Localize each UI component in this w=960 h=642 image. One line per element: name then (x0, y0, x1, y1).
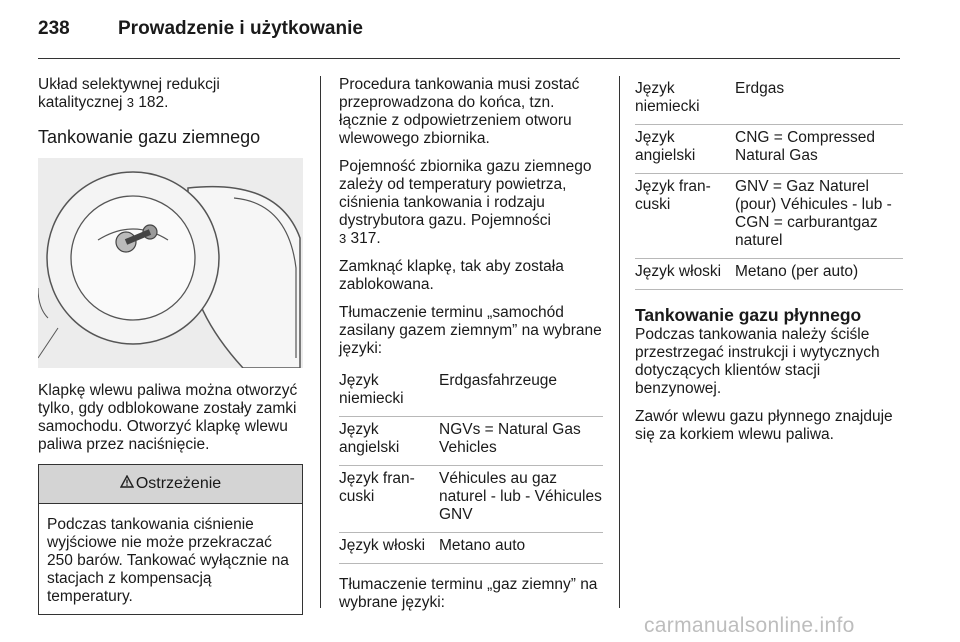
language-cell: Język niemiecki (339, 368, 439, 417)
chapter-title: Prowadzenie i użytkowanie (118, 18, 363, 39)
warning-title: Ostrzeżenie (135, 475, 222, 492)
term-cell: Erdgas (735, 76, 903, 125)
table-row (635, 76, 903, 125)
table-row (339, 533, 603, 564)
warning-body: Podczas tankowania ciśnienie wyjściowe nie może przekraczać 250 barów. Tankować wyłącznie na stacjach z kompensacją temperatury. (47, 516, 289, 605)
watermark: carmanualsonline.info (644, 614, 855, 637)
capacity-page-ref[interactable]: 317. (350, 230, 381, 247)
language-cell: Język włoski (635, 259, 735, 290)
term-cell: GNV = Gaz Naturel (pour) Véhicules - lub - CGN = carburantgaz naturel (735, 174, 903, 259)
page-number: 238 (38, 18, 70, 39)
term-cell: NGVs = Natural Gas Vehicles (439, 417, 603, 466)
table-row (339, 417, 603, 466)
section-heading-lpg: Tankowanie gazu płynnego (635, 305, 862, 325)
column-divider-1 (320, 76, 321, 608)
intro-paragraph (38, 76, 303, 112)
term-cell: CNG = Compressed Natural Gas (735, 125, 903, 174)
table-row (635, 125, 903, 174)
language-cell: Język włoski (339, 533, 439, 564)
reference-arrow-icon: 3 (126, 95, 134, 110)
gas-term-table (635, 76, 903, 290)
language-cell: Język fran-cuski (339, 466, 439, 533)
paragraph-gas-translation: Tłumaczenie terminu „gaz ziemny” na wybrane języki: (339, 576, 598, 611)
paragraph-procedure: Procedura tankowania musi zostać przeprowadzona do końca, tzn. łącznie z odpowietrzeniem otworu wlewowego zbiornika. (339, 76, 580, 147)
term-cell: Erdgasfahrzeuge (439, 368, 603, 417)
language-cell: Język angielski (339, 417, 439, 466)
reference-arrow-icon: 3 (339, 231, 347, 246)
paragraph-capacity (339, 158, 603, 248)
warning-box (38, 464, 303, 615)
fuel-filler-image (38, 158, 303, 368)
capacity-text: Pojemność zbiornika gazu ziemnego zależy od temperatury powietrza, ciśnienia tankowania i rodzaju dystrybutora gazu. Pojemności (339, 158, 592, 229)
section-heading-natural-gas: Tankowanie gazu ziemnego (38, 127, 261, 147)
term-cell: Metano (per auto) (735, 259, 903, 290)
paragraph-close-flap: Zamknąć klapkę, tak aby została zablokowana. (339, 258, 564, 293)
paragraph-lpg-instructions: Podczas tankowania należy ściśle przestrzegać instrukcji i wytycznych dotyczących klientów stacji benzynowej. (635, 326, 880, 397)
table-row (635, 259, 903, 290)
intro-text: Układ selektywnej redukcji katalitycznej (38, 76, 220, 111)
vehicle-term-table (339, 368, 603, 564)
header-rule (38, 58, 900, 59)
table-row (339, 368, 603, 417)
language-cell: Język niemiecki (635, 76, 735, 125)
column-left (38, 76, 303, 615)
language-cell: Język fran-cuski (635, 174, 735, 259)
language-cell: Język angielski (635, 125, 735, 174)
column-middle (339, 76, 603, 622)
paragraph-vehicle-translation: Tłumaczenie terminu „samochód zasilany gazem ziemnym” na wybrane języki: (339, 304, 602, 357)
paragraph-lpg-valve: Zawór wlewu gazu płynnego znajduje się za korkiem wlewu paliwa. (635, 408, 893, 443)
fuel-flap-illustration (38, 158, 303, 368)
column-divider-2 (619, 76, 620, 608)
intro-page-ref[interactable]: 182. (138, 94, 169, 111)
table-row (339, 466, 603, 533)
column-right (635, 76, 903, 454)
term-cell: Metano auto (439, 533, 603, 564)
warning-header (39, 465, 302, 504)
term-cell: Véhicules au gaz naturel - lub - Véhicules GNV (439, 466, 603, 533)
figure-caption: Klapkę wlewu paliwa można otworzyć tylko, gdy odblokowane zostały zamki samochodu. Otworzyć klapkę wlewu paliwa przez naciśnięcie. (38, 382, 298, 453)
warning-triangle-icon (120, 475, 134, 493)
table-row (635, 174, 903, 259)
